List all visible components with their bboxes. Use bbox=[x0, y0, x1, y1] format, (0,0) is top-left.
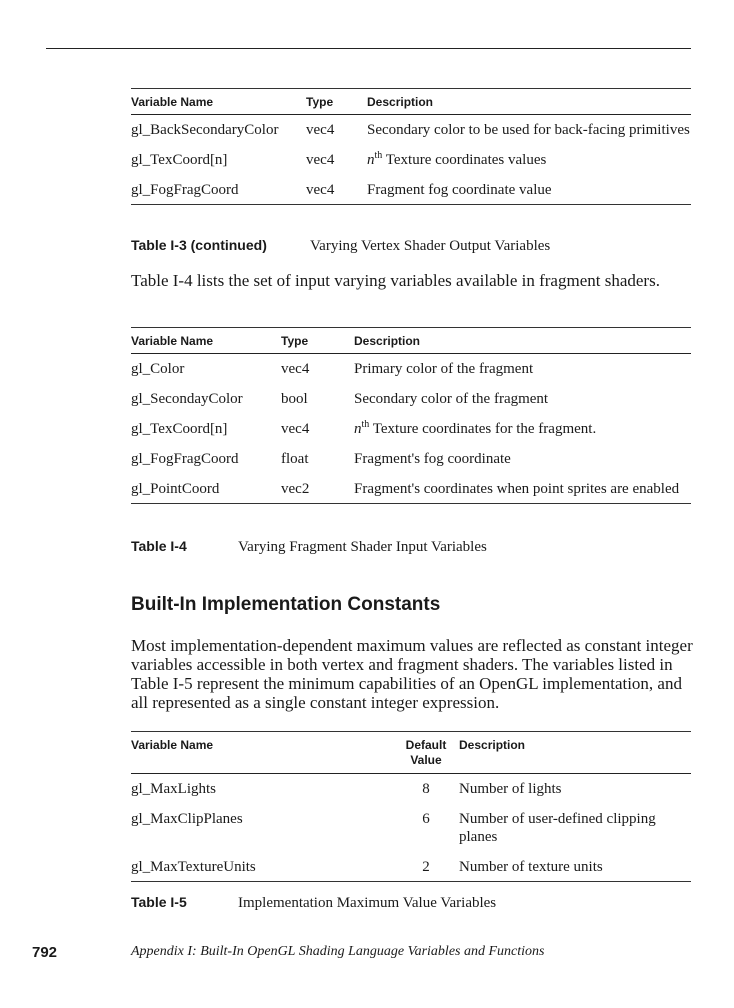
cell-description: Number of lights bbox=[459, 781, 562, 797]
cell-description: Number of user-defined clipping planes bbox=[459, 811, 656, 845]
header-description: Description bbox=[367, 95, 434, 109]
table-rule bbox=[131, 204, 691, 205]
cell-name: gl_TexCoord[n] bbox=[131, 421, 228, 437]
header-variable-name: Variable Name bbox=[131, 738, 214, 752]
section-paragraph: Most implementation-dependent maximum values are reflected as constant integer variables accessible in both vertex and fragment shaders. The variables listed in Table I-5 represent the minimum capabilities of an OpenGL implementation, and all represented as a single constant integer expression. bbox=[131, 636, 693, 712]
cell-value: 6 bbox=[422, 811, 430, 827]
table-rule bbox=[131, 353, 691, 354]
cell-value: 2 bbox=[422, 859, 430, 875]
cell-description: Secondary color to be used for back-facing primitives bbox=[367, 122, 690, 138]
table-rule bbox=[131, 881, 691, 882]
table-header bbox=[131, 732, 691, 773]
table-row bbox=[131, 858, 691, 876]
header-type: Type bbox=[281, 334, 309, 348]
caption-text: Varying Vertex Shader Output Variables bbox=[310, 238, 551, 254]
cell-description: Primary color of the fragment bbox=[354, 361, 534, 377]
cell-name: gl_MaxClipPlanes bbox=[131, 811, 243, 827]
header-description: Description bbox=[354, 334, 421, 348]
table-row bbox=[131, 810, 691, 846]
cell-name: gl_FogFragCoord bbox=[131, 182, 239, 198]
header-type: Type bbox=[306, 95, 334, 109]
cell-name: gl_PointCoord bbox=[131, 481, 220, 497]
desc-n: n bbox=[367, 152, 375, 168]
table-i4 bbox=[131, 327, 691, 504]
cell-value: 8 bbox=[422, 781, 430, 797]
desc-text: Texture coordinates for the fragment. bbox=[369, 421, 597, 437]
table-header bbox=[131, 328, 691, 353]
table-row bbox=[131, 450, 691, 468]
cell-description: Fragment fog coordinate value bbox=[367, 182, 552, 198]
cell-type: vec4 bbox=[306, 122, 335, 138]
desc-sup: th bbox=[374, 150, 383, 161]
table-header bbox=[131, 89, 691, 114]
table-row bbox=[131, 151, 691, 169]
desc-text: Texture coordinates values bbox=[382, 152, 547, 168]
table-row bbox=[131, 480, 691, 498]
cell-description: Secondary color of the fragment bbox=[354, 391, 549, 407]
caption-label: Table I-4 bbox=[131, 538, 187, 554]
caption-label: Table I-3 (continued) bbox=[131, 237, 267, 253]
table-caption bbox=[131, 237, 550, 255]
caption-text: Varying Fragment Shader Input Variables bbox=[238, 539, 487, 555]
table-rule bbox=[131, 503, 691, 504]
table-rule bbox=[131, 114, 691, 115]
header-description: Description bbox=[459, 738, 526, 752]
cell-type: vec2 bbox=[281, 481, 310, 497]
header-variable-name: Variable Name bbox=[131, 95, 214, 109]
table-row bbox=[131, 390, 691, 408]
cell-name: gl_FogFragCoord bbox=[131, 451, 239, 467]
cell-description: Fragment's coordinates when point sprites are enabled bbox=[354, 481, 680, 497]
table-row bbox=[131, 780, 691, 798]
caption-label: Table I-5 bbox=[131, 894, 187, 910]
cell-name: gl_TexCoord[n] bbox=[131, 152, 228, 168]
cell-type: vec4 bbox=[306, 182, 335, 198]
cell-name: gl_SecondayColor bbox=[131, 391, 243, 407]
header-default-value: Default Value bbox=[405, 738, 447, 767]
table-rule bbox=[131, 773, 691, 774]
cell-name: gl_MaxTextureUnits bbox=[131, 859, 256, 875]
cell-type: vec4 bbox=[281, 361, 310, 377]
cell-type: vec4 bbox=[306, 152, 335, 168]
top-rule bbox=[46, 48, 691, 49]
cell-description bbox=[354, 420, 691, 438]
table-i5 bbox=[131, 731, 691, 882]
table-row bbox=[131, 360, 691, 378]
cell-type: vec4 bbox=[281, 421, 310, 437]
desc-sup: th bbox=[361, 419, 370, 430]
caption-text: Implementation Maximum Value Variables bbox=[238, 895, 497, 911]
running-title: Appendix I: Built-In OpenGL Shading Language Variables and Functions bbox=[131, 944, 545, 959]
table-row bbox=[131, 420, 691, 438]
table-caption bbox=[131, 538, 487, 556]
desc-n: n bbox=[354, 421, 362, 437]
table-row bbox=[131, 181, 691, 199]
page-number: 792 bbox=[32, 944, 58, 961]
section-heading: Built-In Implementation Constants bbox=[131, 594, 441, 615]
cell-name: gl_MaxLights bbox=[131, 781, 216, 797]
cell-description: Number of texture units bbox=[459, 859, 603, 875]
table-caption bbox=[131, 894, 496, 912]
table-i3 bbox=[131, 88, 691, 205]
cell-name: gl_Color bbox=[131, 361, 185, 377]
cell-type: float bbox=[281, 451, 309, 467]
header-variable-name: Variable Name bbox=[131, 334, 214, 348]
intro-paragraph: Table I-4 lists the set of input varying variables available in fragment shaders. bbox=[131, 271, 660, 290]
cell-description bbox=[367, 151, 691, 169]
cell-type: bool bbox=[281, 391, 308, 407]
cell-description: Fragment's fog coordinate bbox=[354, 451, 511, 467]
table-row bbox=[131, 121, 691, 139]
cell-name: gl_BackSecondaryColor bbox=[131, 122, 279, 138]
